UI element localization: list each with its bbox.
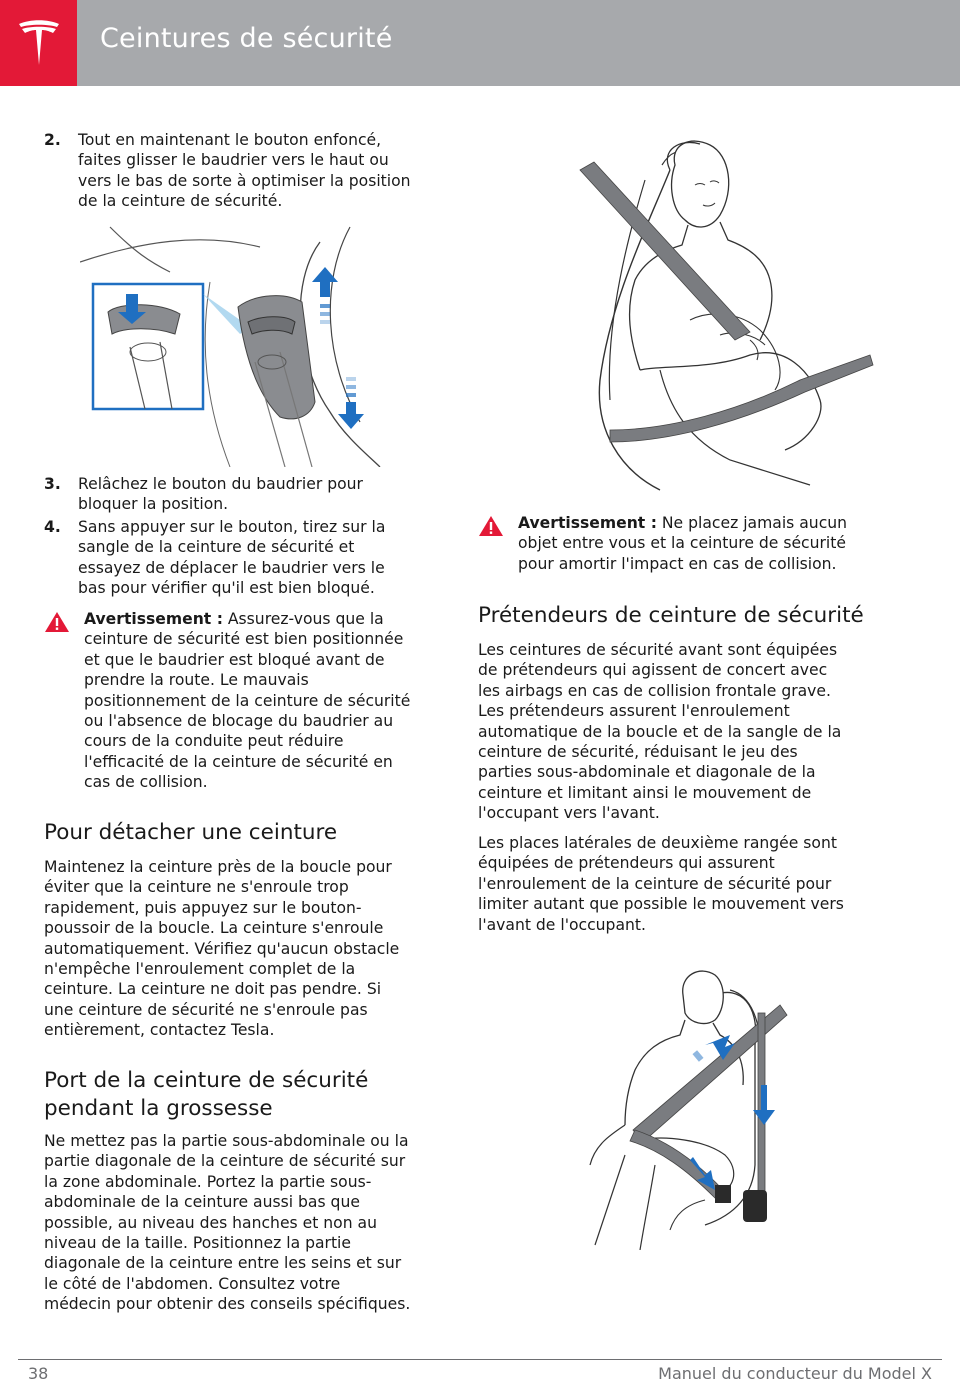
- text-line: une ceinture de sécurité ne s'enroule pas: [44, 1000, 368, 1019]
- warning-label: Avertissement :: [518, 514, 657, 532]
- text-line: bas pour vérifier qu'il est bien bloqué.: [78, 579, 375, 598]
- text-line: sangle de la ceinture de sécurité et: [78, 538, 355, 557]
- text-line: prendre la route. Le mauvais: [84, 671, 309, 690]
- heading-pretensioners: Prétendeurs de ceinture de sécurité: [478, 603, 864, 628]
- text-line: cours de la conduite peut réduire: [84, 732, 344, 751]
- step-number: 4.: [44, 518, 61, 536]
- text-line: de la ceinture de sécurité.: [78, 192, 283, 211]
- step-text: [78, 474, 363, 515]
- text-line: médecin pour obtenir des conseils spécifiques.: [44, 1295, 411, 1314]
- text-line: cas de collision.: [84, 773, 208, 792]
- text-line: Tout en maintenant le bouton enfoncé,: [78, 131, 382, 149]
- text-line: l'enroulement de la ceinture de sécurité pour: [478, 874, 832, 893]
- heading-line: Port de la ceinture de sécurité: [44, 1068, 369, 1093]
- text-line: entièrement, contactez Tesla.: [44, 1021, 275, 1040]
- text-line: Les ceintures de sécurité avant sont équipées: [478, 641, 838, 659]
- text-line: les airbags en cas de collision frontale grave.: [478, 681, 831, 700]
- text-line: poussoir de la boucle. La ceinture s'enroule: [44, 919, 384, 938]
- heading-line: pendant la grossesse: [44, 1096, 273, 1121]
- pretensioners-paragraph: [478, 640, 898, 824]
- footer-divider: [18, 1359, 942, 1360]
- heading-detach: Pour détacher une ceinture: [44, 820, 338, 845]
- text-line: ceinture de sécurité est bien positionnée: [84, 630, 404, 649]
- text-line: le côté de l'abdomen. Consultez votre: [44, 1274, 341, 1293]
- text-line: la zone abdominale. Portez la partie sous-: [44, 1172, 372, 1191]
- text-line: ceinture de sécurité, réduisant le jeu des: [478, 743, 798, 762]
- text-line: objet entre vous et la ceinture de sécurité: [518, 534, 846, 553]
- text-line: l'efficacité de la ceinture de sécurité en: [84, 752, 393, 771]
- text-line: pour amortir l'impact en cas de collision.: [518, 554, 837, 573]
- pregnancy-seatbelt-illustration: [570, 140, 880, 499]
- shoulder-anchor-illustration: [80, 222, 410, 471]
- text-line: automatiquement. Vérifiez qu'aucun obstacle: [44, 939, 400, 958]
- text-line: faites glisser le baudrier vers le haut ou: [78, 151, 389, 170]
- text-line: diagonale de la ceinture entre les seins et sur: [44, 1254, 402, 1273]
- page-title: Ceintures de sécurité: [100, 23, 393, 54]
- text-line: [84, 609, 410, 629]
- text-line: équipées de prétendeurs qui assurent: [478, 854, 775, 873]
- text-line: rapidement, puis appuyez sur le bouton-: [44, 898, 362, 917]
- text-line: éviter que la ceinture ne s'enroule trop: [44, 878, 349, 897]
- detach-paragraph: [44, 857, 444, 1041]
- step-text: [78, 130, 411, 212]
- text-line: Ne mettez pas la partie sous-abdominale ou la: [44, 1132, 409, 1150]
- text-line: l'occupant vers l'avant.: [478, 804, 660, 823]
- tesla-logo-icon: [0, 0, 77, 86]
- text-line: ceinture. La ceinture ne doit pas pendre. Si: [44, 980, 382, 999]
- warning-first-text: Ne placez jamais aucun: [656, 514, 848, 532]
- manual-title: Manuel du conducteur du Model X: [658, 1364, 932, 1383]
- warning-icon: [44, 611, 70, 633]
- step-number: 2.: [44, 131, 61, 149]
- text-line: n'empêche l'enroulement complet de la: [44, 960, 356, 979]
- step-text: [78, 517, 385, 599]
- text-line: vers le bas de sorte à optimiser la position: [78, 171, 411, 190]
- step-number: 3.: [44, 475, 61, 493]
- text-line: essayez de déplacer le baudrier vers le: [78, 558, 385, 577]
- text-line: Relâchez le bouton du baudrier pour: [78, 475, 363, 493]
- text-line: Les places latérales de deuxième rangée sont: [478, 834, 837, 852]
- text-line: automatique de la boucle et de la sangle de la: [478, 722, 842, 741]
- text-line: abdominale de la ceinture aussi bas que: [44, 1193, 360, 1212]
- text-line: partie diagonale de la ceinture de sécurité sur: [44, 1152, 406, 1171]
- pregnancy-paragraph: [44, 1131, 444, 1315]
- text-line: positionnement de la ceinture de sécurité: [84, 691, 411, 710]
- warning-text: [518, 513, 847, 574]
- text-line: ceinture et limitant ainsi le mouvement de: [478, 783, 812, 802]
- warning-label: Avertissement :: [84, 610, 223, 628]
- text-line: de prétendeurs qui agissent de concert avec: [478, 661, 828, 680]
- text-line: bloquer la position.: [78, 495, 229, 514]
- warning-first-text: Assurez-vous que la: [222, 610, 384, 628]
- text-line: ou l'absence de blocage du baudrier au: [84, 712, 394, 731]
- text-line: [518, 513, 847, 533]
- warning-text: [84, 609, 410, 793]
- text-line: et que le baudrier est bloqué avant de: [84, 650, 385, 669]
- text-line: possible, au niveau des hanches et non au: [44, 1213, 377, 1232]
- text-line: limiter autant que possible le mouvement vers: [478, 895, 844, 914]
- heading-pregnancy: [44, 1067, 368, 1123]
- text-line: l'avant de l'occupant.: [478, 915, 646, 934]
- text-line: parties sous-abdominale et diagonale de la: [478, 763, 816, 782]
- page-header: [0, 0, 960, 86]
- text-line: Maintenez la ceinture près de la boucle pour: [44, 858, 392, 876]
- text-line: niveau de la taille. Positionnez la partie: [44, 1234, 351, 1253]
- text-line: Les prétendeurs assurent l'enroulement: [478, 702, 790, 721]
- text-line: Sans appuyer sur le bouton, tirez sur la: [78, 518, 386, 536]
- page-number: 38: [28, 1364, 49, 1383]
- second-row-paragraph: [478, 833, 898, 935]
- pretensioner-illustration: [565, 965, 795, 1254]
- warning-icon: [478, 515, 504, 537]
